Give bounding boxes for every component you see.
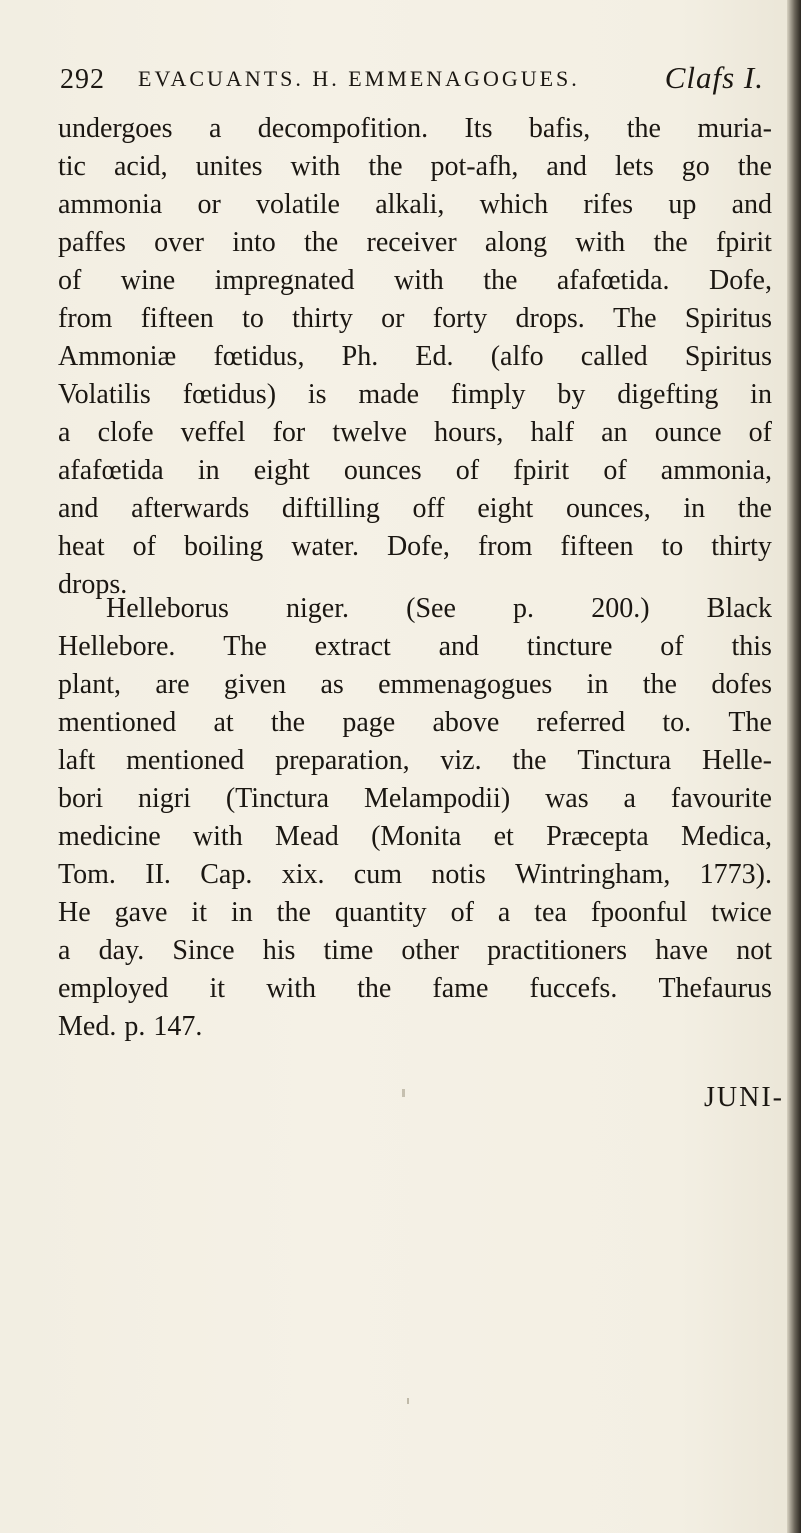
word: in [683, 493, 706, 524]
word: day. [98, 935, 145, 966]
word: fœtidus) [182, 379, 277, 410]
word: Tom. [58, 859, 116, 890]
word: wine [120, 265, 176, 296]
word: from [477, 531, 533, 562]
word: Hellebore. [58, 631, 176, 662]
word: Helle- [702, 745, 772, 776]
word: was [545, 783, 589, 814]
text-line [58, 932, 772, 970]
word: pot-afh, [430, 151, 519, 182]
word: it [209, 973, 226, 1004]
word: the [483, 265, 518, 296]
text-line [58, 452, 772, 490]
word: the [737, 493, 772, 524]
word: a [497, 897, 511, 928]
word: medicine [58, 821, 161, 852]
word: go [681, 151, 710, 182]
word: mentioned [58, 707, 177, 738]
word: from [58, 303, 113, 334]
word: it [191, 897, 207, 928]
word: (Tinctura [225, 783, 330, 814]
word: He [58, 897, 91, 928]
word: of [132, 531, 156, 562]
text-line [58, 376, 772, 414]
word: fpirit [513, 455, 570, 486]
word: are [155, 669, 190, 700]
word: and [438, 631, 480, 662]
word: Its [464, 113, 493, 144]
word: or [381, 303, 405, 334]
word: Wintringham, [515, 859, 671, 890]
word: the [626, 113, 661, 144]
word: Spiritus [684, 303, 772, 334]
word: Cap. [200, 859, 253, 890]
text-line: Med. p. 147. [58, 1011, 203, 1042]
word: bafis, [528, 113, 591, 144]
word: called [580, 341, 648, 372]
word: of [450, 897, 474, 928]
word: with [393, 265, 444, 296]
word: of [660, 631, 684, 662]
word: not [736, 935, 772, 966]
word: (alfo [490, 341, 544, 372]
word: into [232, 227, 276, 258]
text-line [58, 666, 772, 704]
text-line [58, 110, 772, 148]
word: Ph. [341, 341, 379, 372]
word: his [262, 935, 296, 966]
word: The [728, 707, 772, 738]
word: in [750, 379, 772, 410]
word: volatile [256, 189, 340, 220]
text-line [58, 528, 772, 566]
word: a [58, 935, 71, 966]
word: Ed. [415, 341, 454, 372]
word: employed [58, 973, 169, 1004]
word: to [661, 531, 684, 562]
word: drops. [515, 303, 585, 334]
page-edge-shadow [787, 0, 801, 1533]
word: tic [58, 151, 86, 182]
word: thirty [711, 531, 772, 562]
word: the [357, 973, 392, 1004]
word: of [603, 455, 627, 486]
word: et [493, 821, 514, 852]
word: gave [114, 897, 168, 928]
word: Spiritus [684, 341, 772, 372]
word: Mead [275, 821, 339, 852]
catchword: JUNI- [704, 1082, 784, 1113]
word: notis [431, 859, 486, 890]
word: tincture [526, 631, 613, 662]
word: a [623, 783, 636, 814]
word: referred [536, 707, 626, 738]
word: by [557, 379, 586, 410]
word: emmenagogues [378, 669, 553, 700]
word: unites [195, 151, 263, 182]
word: made [358, 379, 420, 410]
word: half [530, 417, 574, 448]
word: Thefaurus [658, 973, 772, 1004]
word: alkali, [375, 189, 445, 220]
word: as [320, 669, 344, 700]
word: have [655, 935, 709, 966]
word: to [242, 303, 264, 334]
text-line [58, 894, 772, 932]
text-line [58, 818, 772, 856]
word: paffes [58, 227, 126, 258]
word: of [455, 455, 480, 486]
word: quantity [334, 897, 427, 928]
word: extract [314, 631, 391, 662]
word: Dofe, [386, 531, 450, 562]
word: and [58, 493, 99, 524]
word: fimply [450, 379, 526, 410]
word: ounces, [565, 493, 651, 524]
word: this [731, 631, 772, 662]
word: ounces [343, 455, 422, 486]
text-line [58, 262, 772, 300]
text-line [58, 186, 772, 224]
text-line [58, 490, 772, 528]
word: with [192, 821, 243, 852]
word: the [276, 897, 311, 928]
word: 1773). [699, 859, 772, 890]
word: thirty [292, 303, 353, 334]
word: receiver [366, 227, 457, 258]
word: fifteen [560, 531, 634, 562]
text-line [58, 704, 772, 742]
word: laft [58, 745, 96, 776]
running-header [60, 60, 766, 104]
word: in [586, 669, 609, 700]
word: mentioned [126, 745, 245, 776]
word: II. [145, 859, 171, 890]
word: digefting [617, 379, 719, 410]
word: other [401, 935, 459, 966]
word: cum [353, 859, 403, 890]
word: impregnated [214, 265, 355, 296]
word: the [368, 151, 403, 182]
word: in [197, 455, 220, 486]
word: the [737, 151, 772, 182]
word: Melampodii) [363, 783, 511, 814]
word: water. [291, 531, 359, 562]
text-line [58, 970, 772, 1008]
word: nigri [138, 783, 191, 814]
text-line [58, 300, 772, 338]
text-line [58, 742, 772, 780]
word: practitioners [487, 935, 628, 966]
word: tea [534, 897, 567, 928]
word: decompofition. [257, 113, 429, 144]
word: ammonia [58, 189, 163, 220]
word: eight [477, 493, 534, 524]
paragraph-helleborus-lines [58, 590, 772, 1046]
word: eight [253, 455, 310, 486]
word: fpirit [715, 227, 772, 258]
word: ounce [654, 417, 722, 448]
word: lets [614, 151, 654, 182]
word: preparation, [275, 745, 410, 776]
word: hours, [434, 417, 504, 448]
word: and [546, 151, 587, 182]
word: for [272, 417, 306, 448]
text-line [58, 856, 772, 894]
word: ammonia, [660, 455, 772, 486]
text-line [58, 590, 772, 628]
word: Ammoniæ [58, 341, 177, 372]
word: page [342, 707, 396, 738]
text-line [58, 338, 772, 376]
word: fuccefs. [529, 973, 618, 1004]
text-line [58, 780, 772, 818]
word: (See [406, 593, 456, 624]
word: acid, [114, 151, 168, 182]
word: fœtidus, [213, 341, 305, 372]
word: Medica, [681, 821, 772, 852]
word: Since [172, 935, 235, 966]
word: xix. [281, 859, 325, 890]
word: boiling [183, 531, 264, 562]
word: fifteen [140, 303, 214, 334]
word: time [323, 935, 374, 966]
word: the [512, 745, 547, 776]
word: The [613, 303, 657, 334]
word: 200.) [591, 593, 650, 624]
word: p. [513, 593, 535, 624]
word: undergoes [58, 113, 173, 144]
word: the [642, 669, 677, 700]
page-number: 292 [60, 64, 105, 95]
text-line [58, 224, 772, 262]
word: along [484, 227, 548, 258]
word: above [432, 707, 500, 738]
word: bori [58, 783, 104, 814]
word: off [412, 493, 445, 524]
word: twice [711, 897, 772, 928]
word: afterwards [131, 493, 250, 524]
word: muria- [697, 113, 772, 144]
word: fpoonful [590, 897, 688, 928]
word: niger. [286, 593, 349, 624]
word: viz. [440, 745, 482, 776]
word: up [668, 189, 697, 220]
word: at [213, 707, 234, 738]
word: to. [662, 707, 692, 738]
word: is [307, 379, 327, 410]
word: dofes [711, 669, 772, 700]
word: Dofe, [708, 265, 772, 296]
word: veffel [180, 417, 246, 448]
word: of [748, 417, 772, 448]
word: or [197, 189, 221, 220]
word: the [270, 707, 306, 738]
word: over [154, 227, 204, 258]
word: twelve [332, 417, 407, 448]
word: with [290, 151, 341, 182]
word: diftilling [281, 493, 380, 524]
word: The [223, 631, 267, 662]
word: which [479, 189, 549, 220]
word: Helleborus [106, 593, 229, 624]
paper-speck [407, 1398, 409, 1404]
word: plant, [58, 669, 121, 700]
word: an [601, 417, 628, 448]
word: Tinctura [577, 745, 672, 776]
word: in [230, 897, 253, 928]
word: Volatilis [58, 379, 151, 410]
word: afafœtida [58, 455, 164, 486]
word: (Monita [371, 821, 462, 852]
word: fame [432, 973, 489, 1004]
word: favourite [670, 783, 772, 814]
word: the [653, 227, 688, 258]
word: clofe [97, 417, 154, 448]
word: with [575, 227, 626, 258]
text-line [58, 628, 772, 666]
word: of [58, 265, 82, 296]
word: Præcepta [546, 821, 649, 852]
word: with [266, 973, 316, 1004]
word: a [208, 113, 222, 144]
text-line: drops. [58, 569, 128, 600]
word: forty [432, 303, 488, 334]
word: rifes [583, 189, 634, 220]
paragraph-asafoetida [58, 110, 772, 604]
word: heat [58, 531, 105, 562]
text-line [58, 414, 772, 452]
class-mark: Clafs I. [664, 60, 764, 95]
running-title: EVACUANTS. H. EMMENAGOGUES. [138, 66, 580, 91]
text-line [58, 148, 772, 186]
paper-speck [402, 1089, 405, 1097]
word: afafœtida. [556, 265, 670, 296]
word: and [731, 189, 772, 220]
word: the [304, 227, 339, 258]
word: given [223, 669, 287, 700]
word: Black [706, 593, 772, 624]
word: a [58, 417, 71, 448]
